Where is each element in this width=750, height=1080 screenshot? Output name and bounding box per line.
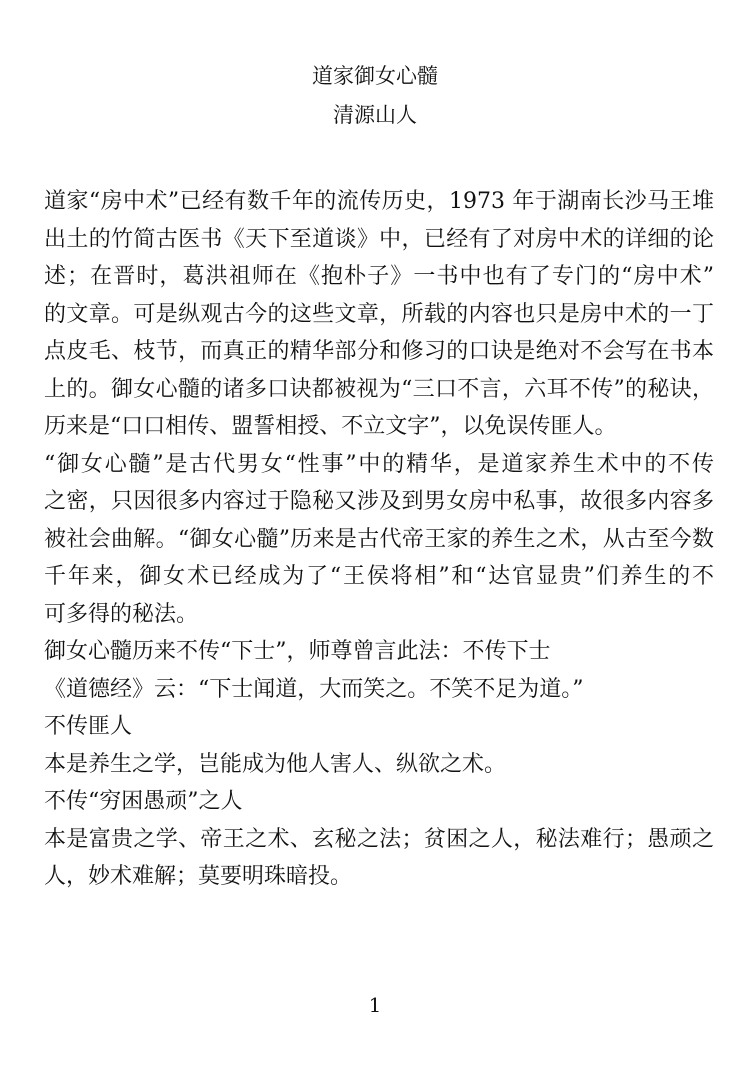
text-line: 可多得的秘法。	[44, 601, 199, 627]
text-line: 不传匪人	[44, 714, 133, 739]
text-line: 《道德经》云：“下士闻道，大而笑之。不笑不足为道。”	[44, 676, 584, 702]
text-line: 出土的竹简古医书《天下至道谈》中，已经有了对房中术的详细的论	[44, 226, 714, 252]
text-line: 不传“穷困愚顽”之人	[44, 789, 243, 814]
text-line: 道家“房中术”已经有数千年的流传历史，1973 年于湖南长沙马王堆	[44, 189, 714, 214]
text-line: 上的。御女心髓的诸多口诀都被视为“三口不言，六耳不传”的秘诀，	[44, 376, 714, 402]
text-line: “御女心髓”是古代男女“性事”中的精华，是道家养生术中的不传	[44, 451, 714, 477]
page-number: 1	[368, 993, 382, 1017]
body-text	[44, 183, 714, 896]
document-title: 道家御女心髓	[312, 64, 438, 88]
text-line: 被社会曲解。“御女心髓”历来是古代帝王家的养生之术，从古至今数	[44, 526, 714, 552]
text-line: 历来是“口口相传、盟誓相授、不立文字”，以免误传匪人。	[44, 414, 617, 439]
text-line: 本是养生之学，岂能成为他人害人、纵欲之术。	[44, 751, 507, 777]
text-line: 的文章。可是纵观古今的这些文章，所载的内容也只是房中术的一丁	[44, 301, 714, 327]
text-line: 点皮毛、枝节，而真正的精华部分和修习的口诀是绝对不会写在书本	[44, 339, 714, 364]
text-line: 本是富贵之学、帝王之术、玄秘之法；贫困之人，秘法难行；愚顽之	[44, 826, 714, 852]
text-line: 千年来，御女术已经成为了“王侯将相”和“达官显贵”们养生的不	[44, 564, 714, 589]
text-line: 述；在晋时，葛洪祖师在《抱朴子》一书中也有了专门的“房中术”	[44, 264, 714, 289]
text-line: 之密，只因很多内容过于隐秘又涉及到男女房中私事，故很多内容多	[44, 489, 714, 514]
author-name: 清源山人	[333, 103, 417, 127]
text-line: 人，妙术难解；莫要明珠暗投。	[44, 864, 353, 889]
text-line: 御女心髓历来不传“下士”，师尊曾言此法：不传下士	[44, 639, 551, 664]
